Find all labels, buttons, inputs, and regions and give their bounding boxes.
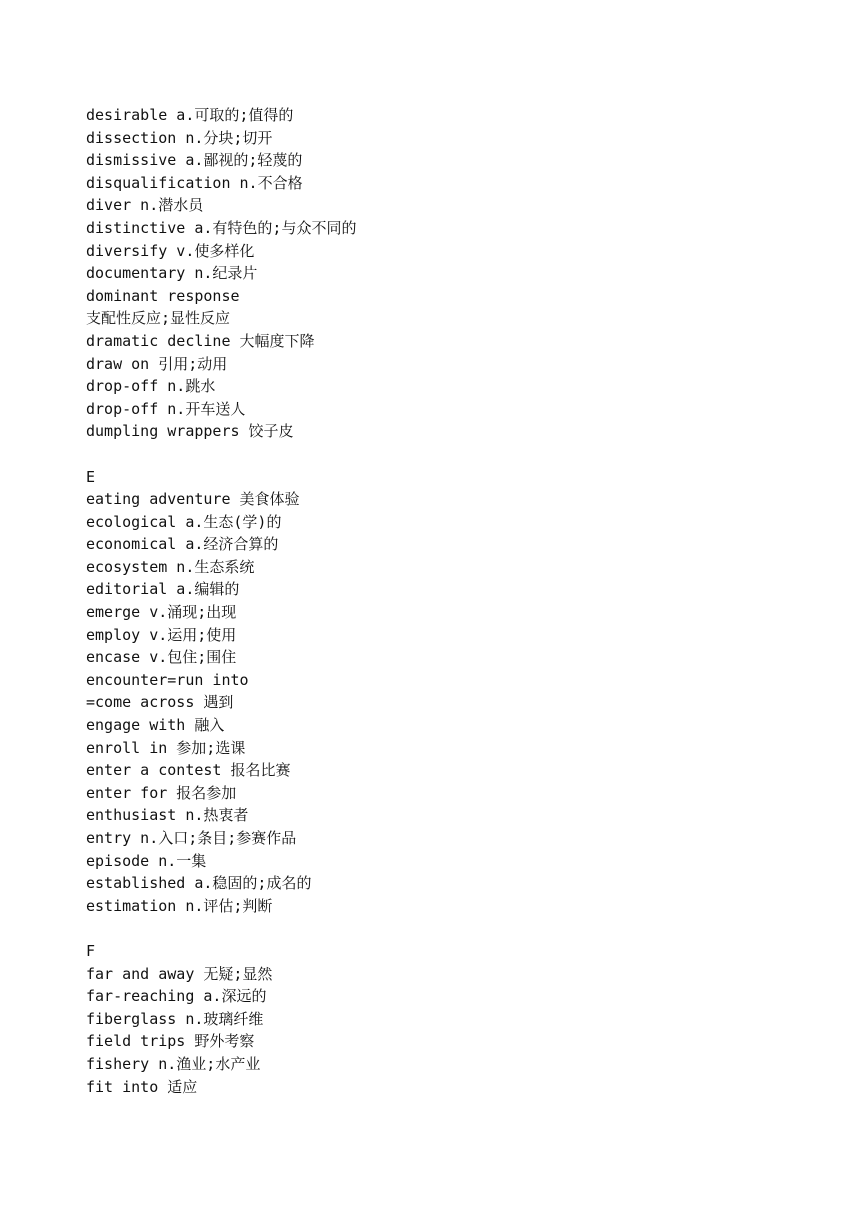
entry-distinctive: distinctive a.有特色的;与众不同的 <box>86 218 357 237</box>
entry-established: established a.稳固的;成名的 <box>86 874 312 893</box>
vocabulary-list <box>86 104 786 1098</box>
entry-far-reaching: far-reaching a.深远的 <box>86 987 267 1006</box>
entry-field-trips: field trips 野外考察 <box>86 1032 255 1051</box>
entry-drop-off-2: drop-off n.开车送人 <box>86 399 246 418</box>
entry-episode: episode n.一集 <box>86 851 207 870</box>
entry-employ: employ v.运用;使用 <box>86 625 237 644</box>
section-heading-e: E <box>86 467 96 486</box>
entry-ecological: ecological a.生态(学)的 <box>86 512 282 531</box>
entry-dissection: dissection n.分块;切开 <box>86 128 273 147</box>
entry-encase: encase v.包住;围住 <box>86 648 237 667</box>
entry-engage-with: engage with 融入 <box>86 716 225 735</box>
entry-come-across: =come across 遇到 <box>86 693 234 712</box>
entry-desirable: desirable a.可取的;值得的 <box>86 106 294 124</box>
entry-drop-off-1: drop-off n.跳水 <box>86 377 216 396</box>
entry-encounter: encounter=run into <box>86 670 249 689</box>
blank-line <box>86 443 786 466</box>
entry-ecosystem: ecosystem n.生态系统 <box>86 557 255 576</box>
entry-fit-into: fit into 适应 <box>86 1077 198 1096</box>
entry-fishery: fishery n.渔业;水产业 <box>86 1054 261 1073</box>
entry-diversify: diversify v.使多样化 <box>86 241 255 260</box>
entry-economical: economical a.经济合算的 <box>86 535 279 554</box>
entry-disqualification: disqualification n.不合格 <box>86 173 303 192</box>
entry-eating-adventure: eating adventure 美食体验 <box>86 490 300 509</box>
entry-fiberglass: fiberglass n.玻璃纤维 <box>86 1009 264 1028</box>
entry-enroll-in: enroll in 参加;选课 <box>86 738 246 757</box>
entry-far-and-away: far and away 无疑;显然 <box>86 964 273 983</box>
entry-enter-for: enter for 报名参加 <box>86 783 237 802</box>
entry-dismissive: dismissive a.鄙视的;轻蔑的 <box>86 151 303 170</box>
entry-draw-on: draw on 引用;动用 <box>86 354 228 373</box>
entry-enthusiast: enthusiast n.热衷者 <box>86 806 249 825</box>
blank-line <box>86 917 786 940</box>
entry-dominant-response: dominant response <box>86 286 240 305</box>
entry-dumpling-wrappers: dumpling wrappers 饺子皮 <box>86 422 294 441</box>
entry-diver: diver n.潜水员 <box>86 196 204 215</box>
entry-estimation: estimation n.评估;判断 <box>86 896 273 915</box>
entry-dramatic-decline: dramatic decline 大幅度下降 <box>86 331 315 350</box>
entry-editorial: editorial a.编辑的 <box>86 580 240 599</box>
entry-enter-a-contest: enter a contest 报名比赛 <box>86 761 291 780</box>
entry-dominant-response-meaning: 支配性反应;显性反应 <box>86 309 231 328</box>
section-heading-f: F <box>86 941 96 960</box>
entry-documentary: documentary n.纪录片 <box>86 264 258 283</box>
entry-entry: entry n.入口;条目;参赛作品 <box>86 829 297 847</box>
entry-emerge: emerge v.涌现;出现 <box>86 603 237 622</box>
